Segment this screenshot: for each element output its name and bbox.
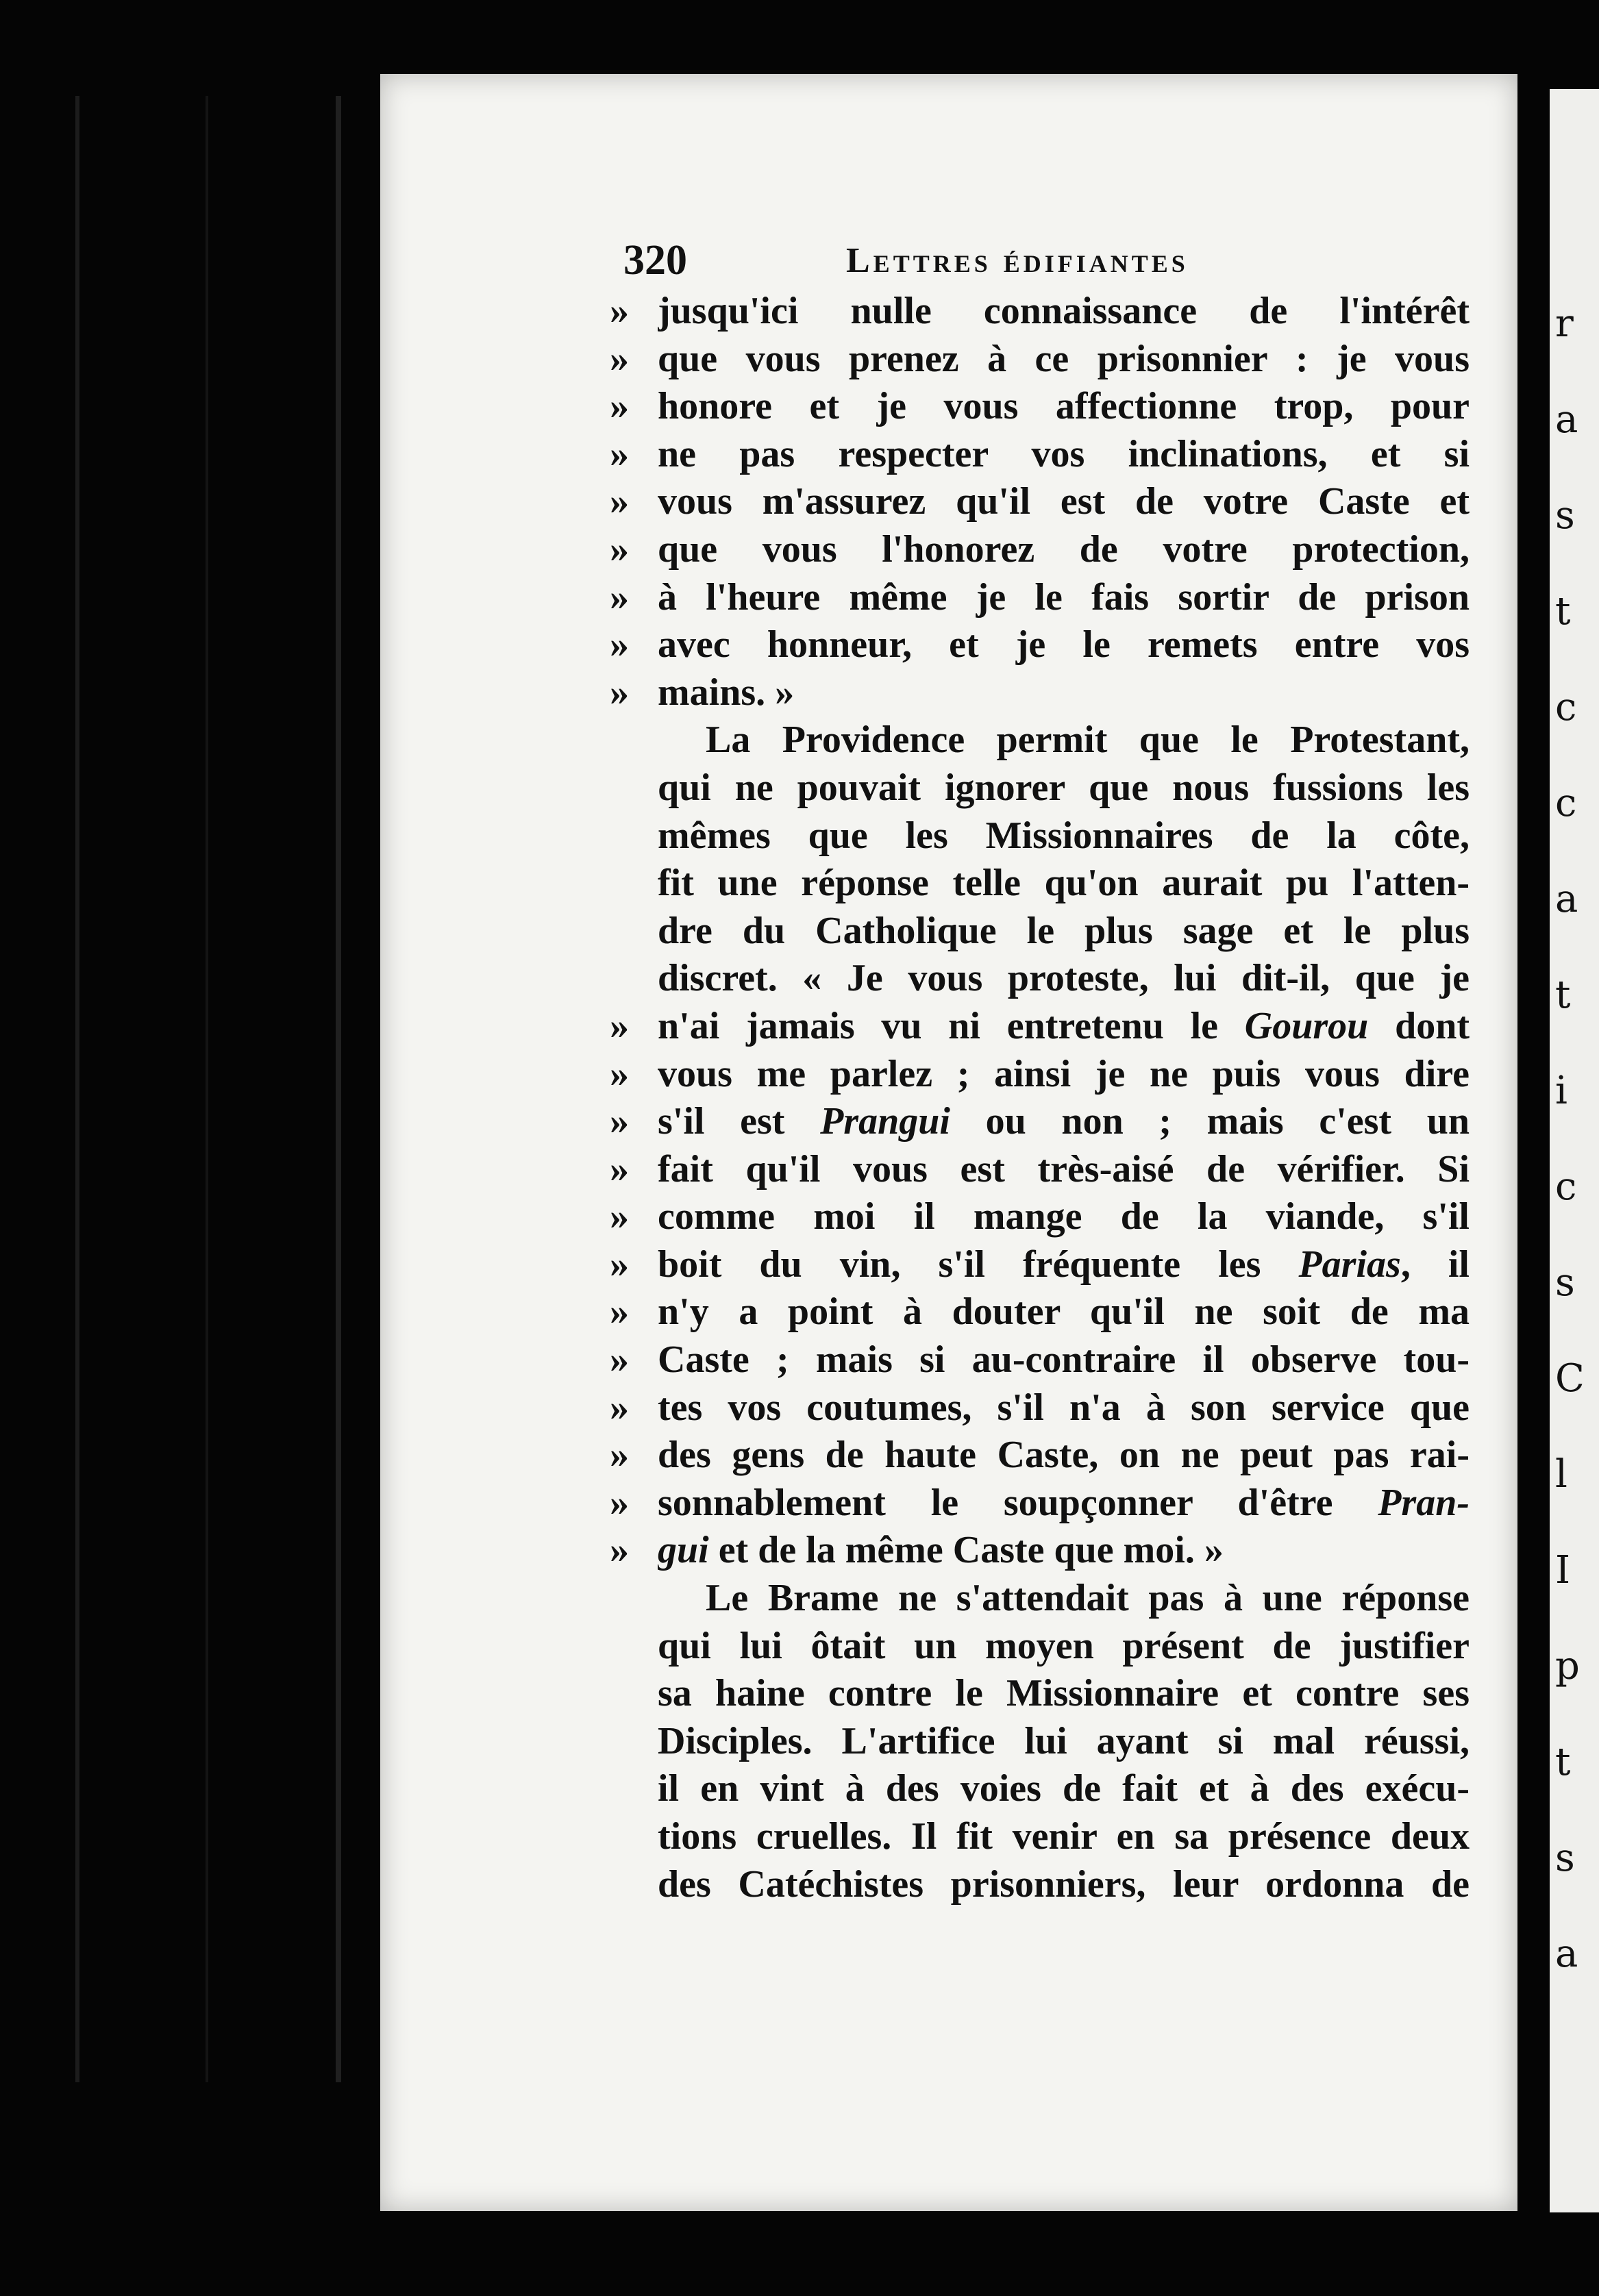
text-line — [610, 1193, 1470, 1241]
text-line — [610, 716, 1470, 764]
facing-page-letter: s — [1555, 493, 1575, 538]
text-line — [610, 431, 1470, 479]
facing-page-letter: s — [1555, 1836, 1575, 1880]
quote-mark: » — [610, 1147, 629, 1190]
line-text: sonnablement le soupçonner d'être Pran- — [658, 1481, 1470, 1524]
facing-page-letter: i — [1555, 1069, 1567, 1113]
quote-mark: » — [610, 527, 629, 571]
facing-page-letter: l — [1555, 1452, 1567, 1497]
line-text: fait qu'il vous est très-aisé de vérifier. Si — [658, 1147, 1470, 1190]
text-line — [610, 669, 1470, 717]
line-text: Le Brame ne s'attendait pas à une réponse — [706, 1577, 1470, 1620]
facing-page-edge — [1550, 89, 1599, 2212]
line-text: sa haine contre le Missionnaire et contre ses — [658, 1672, 1470, 1715]
line-text: gui et de la même Caste que moi. » — [658, 1529, 1224, 1572]
quote-mark — [610, 860, 658, 908]
quote-mark: » — [610, 1195, 629, 1238]
line-text: à l'heure même je le fais sortir de prison — [658, 575, 1470, 619]
line-text: Disciples. L'artifice lui ayant si mal réussi, — [658, 1719, 1470, 1762]
facing-page-letter: c — [1555, 781, 1577, 825]
quote-mark — [610, 812, 658, 860]
text-line — [610, 288, 1470, 336]
quote-mark: » — [610, 290, 629, 332]
text-line — [610, 478, 1470, 526]
quote-mark: » — [610, 1004, 629, 1047]
line-text: que vous prenez à ce prisonnier : je vous — [658, 337, 1470, 380]
quote-mark: » — [610, 1386, 629, 1429]
line-text: vous me parlez ; ainsi je ne puis vous dire — [658, 1052, 1470, 1095]
quote-mark — [610, 1718, 658, 1766]
quote-mark — [610, 1861, 658, 1909]
quote-mark: » — [610, 337, 629, 380]
facing-page-letter: c — [1555, 1164, 1577, 1209]
line-text: comme moi il mange de la viande, s'il — [658, 1195, 1470, 1238]
line-text: jusqu'ici nulle connaissance de l'intérêt — [658, 290, 1470, 332]
line-text: discret. « Je vous proteste, lui dit-il, que je — [658, 957, 1470, 1000]
line-text: n'y a point à douter qu'il ne soit de ma — [658, 1290, 1470, 1334]
line-text: honore et je vous affectionne trop, pour — [658, 385, 1470, 428]
text-line — [610, 1098, 1470, 1146]
text-line — [610, 860, 1470, 908]
text-line — [610, 1288, 1470, 1336]
quote-mark — [610, 955, 658, 1003]
quote-mark: » — [610, 1290, 629, 1334]
text-line — [610, 1623, 1470, 1671]
text-line — [610, 336, 1470, 384]
text-line — [610, 1051, 1470, 1099]
line-text: que vous l'honorez de votre protection, — [658, 527, 1470, 571]
facing-page-letter: a — [1555, 397, 1578, 442]
quote-mark — [610, 1813, 658, 1861]
quote-mark: » — [610, 1529, 629, 1572]
line-text: tes vos coutumes, s'il n'a à son service que — [658, 1386, 1470, 1429]
text-line — [610, 621, 1470, 669]
quote-mark: » — [610, 432, 629, 475]
quote-mark: » — [610, 1338, 629, 1382]
facing-page-letter: c — [1555, 685, 1577, 729]
text-line — [610, 1146, 1470, 1194]
text-line — [610, 383, 1470, 431]
line-text: qui lui ôtait un moyen présent de justifier — [658, 1624, 1470, 1667]
text-line — [610, 1813, 1470, 1861]
text-line — [610, 574, 1470, 622]
text-line — [610, 1718, 1470, 1766]
text-line — [610, 812, 1470, 860]
line-text: des gens de haute Caste, on ne peut pas rai- — [658, 1434, 1470, 1477]
facing-page-letter: t — [1555, 973, 1571, 1017]
text-line — [610, 1765, 1470, 1813]
body-text — [610, 288, 1470, 1908]
text-line — [610, 1527, 1470, 1575]
text-line — [610, 1670, 1470, 1718]
text-line — [610, 1241, 1470, 1289]
quote-mark — [610, 716, 658, 764]
line-text: boit du vin, s'il fréquente les Parias, il — [658, 1243, 1470, 1286]
line-text: qui ne pouvait ignorer que nous fussions les — [658, 766, 1470, 809]
facing-page-letter: s — [1555, 1260, 1575, 1305]
binding-streak — [75, 96, 79, 2082]
line-text: s'il est Prangui ou non ; mais c'est un — [658, 1100, 1470, 1143]
facing-page-letter: p — [1555, 1644, 1580, 1688]
facing-page-letter: C — [1555, 1356, 1585, 1401]
quote-mark — [610, 1575, 658, 1623]
line-text: des Catéchistes prisonniers, leur ordonna de — [658, 1862, 1470, 1906]
text-line — [610, 526, 1470, 574]
line-text: La Providence permit que le Protestant, — [706, 719, 1470, 762]
facing-page-letter: t — [1555, 589, 1571, 634]
text-line — [610, 1480, 1470, 1527]
running-title: Lettres édifiantes — [846, 241, 1189, 280]
binding-streak — [206, 96, 208, 2082]
line-text: fit une réponse telle qu'on aurait pu l'atten- — [658, 862, 1470, 905]
line-text: n'ai jamais vu ni entretenu le Gourou dont — [658, 1004, 1470, 1047]
page-number: 320 — [623, 237, 687, 284]
quote-mark: » — [610, 1052, 629, 1095]
quote-mark — [610, 1623, 658, 1671]
quote-mark: » — [610, 1100, 629, 1143]
line-text: tions cruelles. Il fit venir en sa présence deux — [658, 1815, 1470, 1858]
quote-mark — [610, 1765, 658, 1813]
text-line — [610, 1575, 1470, 1623]
quote-mark: » — [610, 1243, 629, 1286]
line-text: ne pas respecter vos inclinations, et si — [658, 432, 1470, 475]
quote-mark — [610, 908, 658, 956]
running-head — [623, 236, 1309, 291]
line-text: Caste ; mais si au-contraire il observe tou- — [658, 1338, 1470, 1382]
quote-mark: » — [610, 480, 629, 523]
text-line — [610, 1861, 1470, 1909]
text-line — [610, 1432, 1470, 1480]
line-text: dre du Catholique le plus sage et le plus — [658, 909, 1470, 952]
facing-page-letter: a — [1555, 877, 1578, 921]
facing-page-letter: a — [1555, 1932, 1578, 1976]
quote-mark: » — [610, 671, 629, 714]
text-line — [610, 1336, 1470, 1384]
quote-mark: » — [610, 1481, 629, 1524]
line-text: vous m'assurez qu'il est de votre Caste et — [658, 480, 1470, 523]
text-line — [610, 908, 1470, 956]
quote-mark: » — [610, 385, 629, 428]
quote-mark — [610, 764, 658, 812]
quote-mark: » — [610, 623, 629, 666]
facing-page-letter: r — [1555, 301, 1574, 346]
line-text: il en vint à des voies de fait et à des exécu- — [658, 1767, 1470, 1810]
line-text: mains. » — [658, 671, 795, 714]
facing-page-letter: t — [1555, 1740, 1571, 1784]
text-line — [610, 764, 1470, 812]
binding-streak — [336, 96, 341, 2082]
quote-mark: » — [610, 575, 629, 619]
quote-mark — [610, 1670, 658, 1718]
text-line — [610, 955, 1470, 1003]
line-text: avec honneur, et je le remets entre vos — [658, 623, 1470, 666]
quote-mark: » — [610, 1434, 629, 1477]
line-text: mêmes que les Missionnaires de la côte, — [658, 814, 1470, 857]
text-line — [610, 1003, 1470, 1051]
facing-page-letter: I — [1555, 1548, 1571, 1593]
text-line — [610, 1384, 1470, 1432]
